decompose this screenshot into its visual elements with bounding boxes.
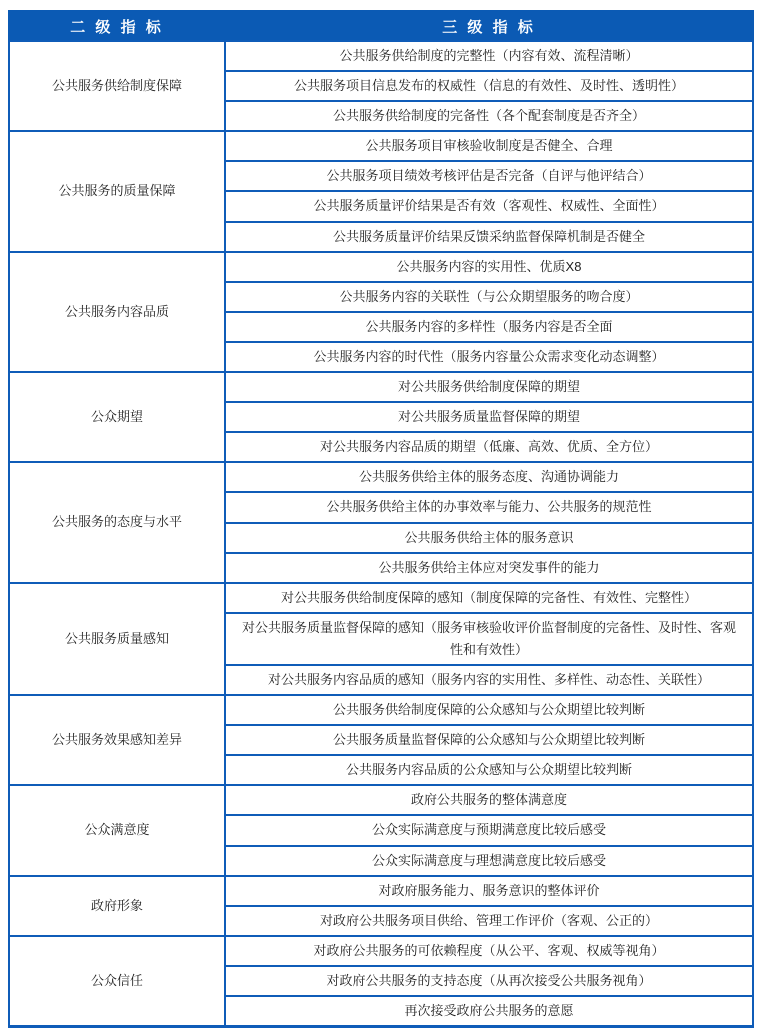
- tertiary-indicator-cell: 对公共服务内容品质的期望（低廉、高效、优质、全方位）: [225, 432, 753, 462]
- tertiary-indicator-cell: 对政府服务能力、服务意识的整体评价: [225, 876, 753, 906]
- tertiary-indicator-cell: 公共服务项目信息发布的权威性（信息的有效性、及时性、透明性）: [225, 71, 753, 101]
- tertiary-indicator-cell: 再次接受政府公共服务的意愿: [225, 996, 753, 1027]
- tertiary-indicator-cell: 公共服务供给主体的办事效率与能力、公共服务的规范性: [225, 492, 753, 522]
- secondary-indicator-cell: 公共服务的质量保障: [9, 131, 225, 251]
- table-body: [9, 41, 753, 1027]
- table-row: [9, 252, 753, 282]
- tertiary-indicator-cell: 对公共服务供给制度保障的感知（制度保障的完备性、有效性、完整性）: [225, 583, 753, 613]
- secondary-indicator-cell: 公众满意度: [9, 785, 225, 875]
- header-tertiary-indicator: 三 级 指 标: [225, 11, 753, 41]
- tertiary-indicator-cell: 对政府公共服务的支持态度（从再次接受公共服务视角）: [225, 966, 753, 996]
- tertiary-indicator-cell: 公共服务供给主体应对突发事件的能力: [225, 553, 753, 583]
- tertiary-indicator-cell: 对政府公共服务的可依赖程度（从公平、客观、权威等视角）: [225, 936, 753, 966]
- table-row: [9, 41, 753, 71]
- tertiary-indicator-cell: 公共服务内容的多样性（服务内容是否全面: [225, 312, 753, 342]
- table-row: [9, 876, 753, 906]
- secondary-indicator-cell: 公众期望: [9, 372, 225, 462]
- table-row: [9, 131, 753, 161]
- tertiary-indicator-cell: 公共服务内容的实用性、优质X8: [225, 252, 753, 282]
- tertiary-indicator-cell: 公共服务供给制度的完备性（各个配套制度是否齐全）: [225, 101, 753, 131]
- secondary-indicator-cell: 公共服务质量感知: [9, 583, 225, 695]
- table-row: [9, 785, 753, 815]
- tertiary-indicator-cell: 对公共服务质量监督保障的期望: [225, 402, 753, 432]
- secondary-indicator-cell: 公众信任: [9, 936, 225, 1027]
- tertiary-indicator-cell: 公共服务质量评价结果反馈采纳监督保障机制是否健全: [225, 222, 753, 252]
- table-row: [9, 695, 753, 725]
- tertiary-indicator-cell: 公共服务供给制度的完整性（内容有效、流程清晰）: [225, 41, 753, 71]
- tertiary-indicator-cell: 对公共服务质量监督保障的感知（服务审核验收评价监督制度的完备性、及时性、客观性和有效性）: [225, 613, 753, 665]
- tertiary-indicator-cell: 政府公共服务的整体满意度: [225, 785, 753, 815]
- tertiary-indicator-cell: 公共服务供给主体的服务意识: [225, 523, 753, 553]
- tertiary-indicator-cell: 公共服务质量监督保障的公众感知与公众期望比较判断: [225, 725, 753, 755]
- tertiary-indicator-cell: 对公共服务内容品质的感知（服务内容的实用性、多样性、动态性、关联性）: [225, 665, 753, 695]
- tertiary-indicator-cell: 公众实际满意度与预期满意度比较后感受: [225, 815, 753, 845]
- header-secondary-indicator: 二 级 指 标: [9, 11, 225, 41]
- tertiary-indicator-cell: 公共服务供给主体的服务态度、沟通协调能力: [225, 462, 753, 492]
- secondary-indicator-cell: 政府形象: [9, 876, 225, 936]
- tertiary-indicator-cell: 公共服务项目审核验收制度是否健全、合理: [225, 131, 753, 161]
- secondary-indicator-cell: 公共服务效果感知差异: [9, 695, 225, 785]
- tertiary-indicator-cell: 公共服务内容的关联性（与公众期望服务的吻合度）: [225, 282, 753, 312]
- table-row: [9, 936, 753, 966]
- secondary-indicator-cell: 公共服务供给制度保障: [9, 41, 225, 131]
- tertiary-indicator-cell: 公共服务内容品质的公众感知与公众期望比较判断: [225, 755, 753, 785]
- secondary-indicator-cell: 公共服务的态度与水平: [9, 462, 225, 582]
- indicator-table: [8, 10, 754, 1028]
- tertiary-indicator-cell: 公共服务内容的时代性（服务内容量公众需求变化动态调整）: [225, 342, 753, 372]
- secondary-indicator-cell: 公共服务内容品质: [9, 252, 225, 372]
- tertiary-indicator-cell: 公共服务供给制度保障的公众感知与公众期望比较判断: [225, 695, 753, 725]
- tertiary-indicator-cell: 对政府公共服务项目供给、管理工作评价（客观、公正的）: [225, 906, 753, 936]
- tertiary-indicator-cell: 公共服务项目绩效考核评估是否完备（自评与他评结合）: [225, 161, 753, 191]
- tertiary-indicator-cell: 公共服务质量评价结果是否有效（客观性、权威性、全面性）: [225, 191, 753, 221]
- tertiary-indicator-cell: 公众实际满意度与理想满意度比较后感受: [225, 846, 753, 876]
- table-row: [9, 583, 753, 613]
- table-header-row: [9, 11, 753, 41]
- table-row: [9, 462, 753, 492]
- tertiary-indicator-cell: 对公共服务供给制度保障的期望: [225, 372, 753, 402]
- table-row: [9, 372, 753, 402]
